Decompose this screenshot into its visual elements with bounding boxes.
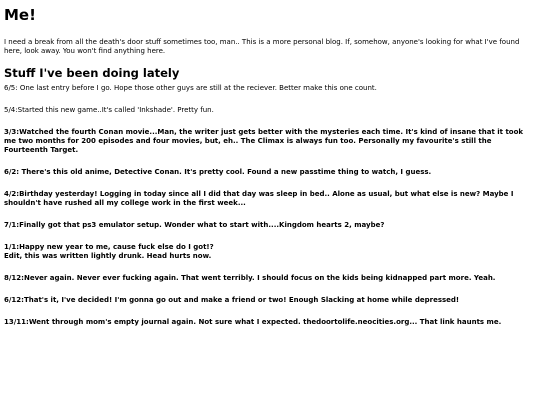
entry-0612: 6/12:That's it, I've decided! I'm gonna go out and make a friend or two! Enough Slacking at home while depressed! — [4, 296, 460, 304]
entry-0402: 4/2:Birthday yesterday! Logging in today since all I did that day was sleep in bed.. Alone as usual, but what else is new? Maybe I shouldn't have rushed all my college work in the first week... — [4, 190, 514, 207]
entry-0602: 6/2: There's this old anime, Detective Conan. It's pretty cool. Found a new passtime thing to watch, I guess. — [4, 168, 432, 176]
entry-0605: 6/5: One last entry before I go. Hope those other guys are still at the reciever. Better make this one count. — [4, 84, 377, 92]
page-title: Me! — [4, 6, 36, 24]
entry-list — [4, 84, 536, 327]
section-heading: Stuff I've been doing lately — [4, 66, 180, 80]
intro-text: I need a break from all the death's door stuff sometimes too, man.. This is a more personal blog. If, somehow, anyone's looking for what I've found here, look away. You won't find anything here. — [4, 38, 520, 55]
entry-0101: 1/1:Happy new year to me, cause fuck else do I got!? Edit, this was written lightly drunk. Head hurts now. — [4, 243, 214, 260]
entry-0812: 8/12:Never again. Never ever fucking again. That went terribly. I should focus on the kids being kidnapped part more. Yeah. — [4, 274, 496, 282]
entry-0701: 7/1:Finally got that ps3 emulator setup. Wonder what to start with....Kingdom hearts 2, maybe? — [4, 221, 385, 229]
entry-0504: 5/4:Started this new game..It's called 'Inkshade'. Pretty fun. — [4, 106, 214, 114]
entry-0303: 3/3:Watched the fourth Conan movie...Man, the writer just gets better with the mysteries each time. It's kind of insane that it took me two months for 200 episodes and four movies, but, eh.. The Climax is always fun too. Personally my favourite's still the Fourteenth Target. — [4, 128, 524, 154]
entry-1311: 13/11:Went through mom's empty journal again. Not sure what I expected. thedoortolife.neocities.org... That link haunts me. — [4, 318, 502, 326]
